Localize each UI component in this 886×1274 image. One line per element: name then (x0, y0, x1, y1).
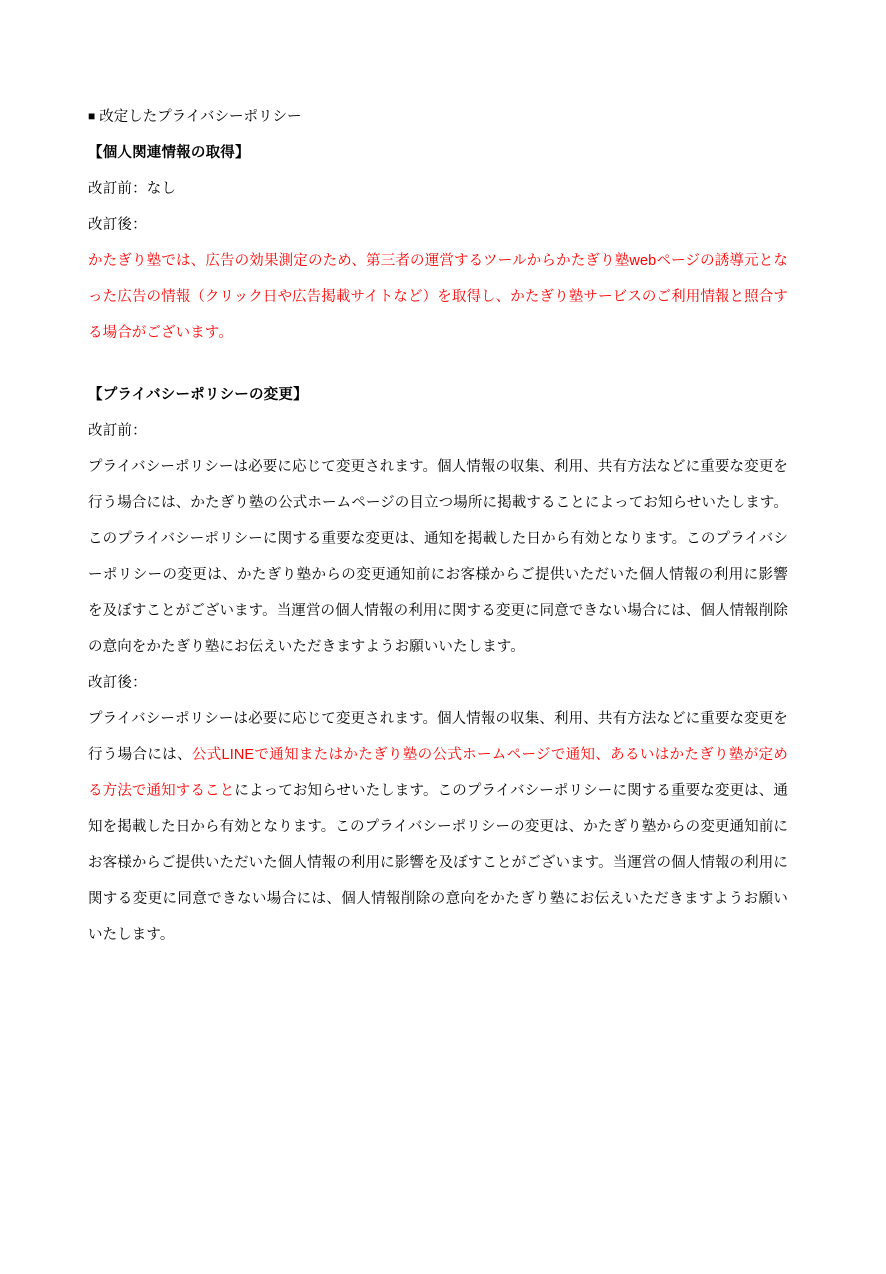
section-2-after-text-part1: プライバシーポリシーは必要に応じて変更されます。個人情報の収集、利用、共有方法などに重要な変更を行う場合には、 (88, 711, 788, 763)
page-title: 改定したプライバシーポリシー (99, 109, 302, 125)
block-spacer (88, 351, 788, 377)
document-title-line (88, 98, 788, 135)
section-heading-1: 【個人関連情報の取得】 (88, 145, 250, 161)
section-marker-icon: ■ (88, 109, 96, 123)
section-heading-2: 【プライバシーポリシーの変更】 (88, 387, 308, 403)
section-2-after-label: 改訂後： (88, 675, 147, 691)
section-2-before-text: プライバシーポリシーは必要に応じて変更されます。個人情報の収集、利用、共有方法などに重要な変更を行う場合には、かたぎり塾の公式ホームページの目立つ場所に掲載することによってお知らせいたします。このプライバシーポリシーに関する重要な変更は、通知を掲載した日から有効となります。このプライバシーポリシーの変更は、かたぎり塾からの変更通知前にお客様からご提供いただいた個人情報の利用に影響を及ぼすことがございます。当運営の個人情報の利用に関する変更に同意できない場合には、個人情報削除の意向をかたぎり塾にお伝えいただきますようお願いいたします。 (88, 459, 788, 655)
section-1-after-label: 改訂後： (88, 217, 147, 233)
section-2-after-text-highlight: 公式LINEで通知またはかたぎり塾の公式ホームページで通知、あるいはかたぎり塾が定める方法で通知すること (88, 747, 788, 799)
section-1-after-text: かたぎり塾では、広告の効果測定のため、第三者の運営するツールからかたぎり塾webページの誘導元となった広告の情報（クリック日や広告掲載サイトなど）を取得し、かたぎり塾サービスのご利用情報と照合する場合がございます。 (88, 253, 788, 341)
section-2-before-label: 改訂前： (88, 423, 147, 439)
section-2-after-text (88, 701, 788, 953)
section-2-after-text-part2: によってお知らせいたします。このプライバシーポリシーに関する重要な変更は、通知を掲載した日から有効となります。このプライバシーポリシーの変更は、かたぎり塾からの変更通知前にお客様からご提供いただいた個人情報の利用に影響を及ぼすことがございます。当運営の個人情報の利用に関する変更に同意できない場合には、個人情報削除の意向をかたぎり塾にお伝えいただきますようお願いいたします。 (88, 783, 788, 943)
document-body (88, 98, 788, 953)
section-1-before-label: 改訂前：なし (88, 181, 177, 197)
